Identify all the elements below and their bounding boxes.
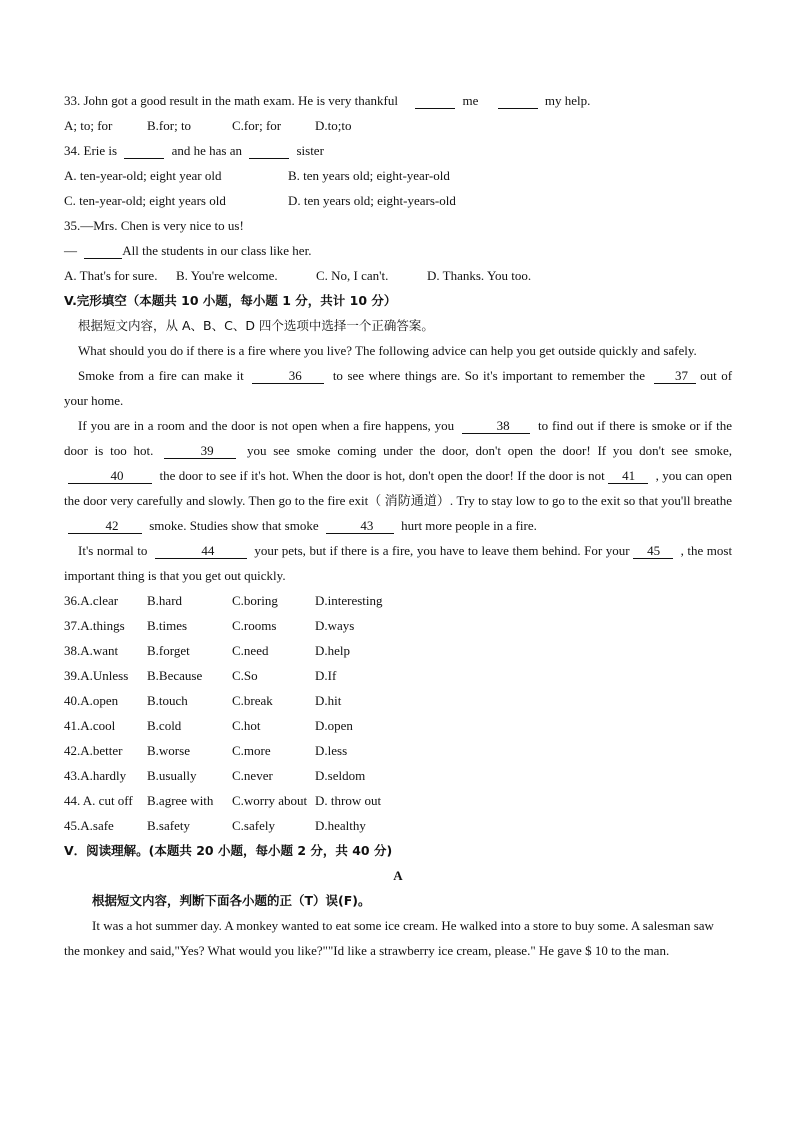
cloze-option-a: 40.A.open xyxy=(64,693,119,708)
option-c: C.for; for xyxy=(232,118,282,133)
blank xyxy=(84,244,122,259)
question-34-options xyxy=(64,163,732,213)
cloze-option-c: C.rooms xyxy=(232,618,277,633)
cloze-option-c: C.more xyxy=(232,743,271,758)
cloze-option-row xyxy=(64,738,732,763)
blank xyxy=(249,144,289,159)
option-c: C. ten-year-old; eight years old xyxy=(64,193,226,208)
option-a: A; to; for xyxy=(64,118,113,133)
cloze-option-a: 43.A.hardly xyxy=(64,768,127,783)
option-d: D.to;to xyxy=(315,118,352,133)
option-b: B. You're welcome. xyxy=(176,268,278,283)
blank-38: 38 xyxy=(462,419,530,434)
option-b: B.for; to xyxy=(147,118,192,133)
cloze-option-b: B.agree with xyxy=(147,793,214,808)
reply-text: All the students in our class like her. xyxy=(122,243,312,258)
cloze-option-b: B.usually xyxy=(147,768,197,783)
text: , the most important thing is that you get out quickly. xyxy=(64,543,733,583)
section-instruction: 根据短文内容，从 A、B、C、D 四个选项中选择一个正确答案。 xyxy=(78,318,434,333)
reading-instruction: 根据短文内容，判断下面各小题的正（T）误(F)。 xyxy=(92,893,371,908)
blank xyxy=(415,94,455,109)
text: smoke. Studies show that smoke xyxy=(149,518,319,533)
text: to find out if there is smoke or if the door is too hot. xyxy=(64,418,732,458)
cloze-option-b: B.worse xyxy=(147,743,190,758)
option-b: B. ten years old; eight-year-old xyxy=(288,168,450,183)
cloze-option-a: 41.A.cool xyxy=(64,718,116,733)
cloze-option-b: B.forget xyxy=(147,643,190,658)
blank-41: 41 xyxy=(608,469,648,484)
cloze-option-a: 42.A.better xyxy=(64,743,123,758)
cloze-option-c: C.worry about xyxy=(232,793,308,808)
cloze-option-a: 38.A.want xyxy=(64,643,119,658)
cloze-option-d: D.ways xyxy=(315,618,355,633)
cloze-option-a: 36.A.clear xyxy=(64,593,119,608)
cloze-option-b: B.Because xyxy=(147,668,203,683)
cloze-option-d: D.healthy xyxy=(315,818,366,833)
question-34-stem: 34. Erie is xyxy=(64,143,118,158)
text: hurt more people in a fire. xyxy=(401,518,537,533)
question-33-stem-mid: me xyxy=(462,93,479,108)
cloze-option-a: 37.A.things xyxy=(64,618,125,633)
question-34 xyxy=(64,138,732,163)
option-a: A. ten-year-old; eight year old xyxy=(64,168,222,183)
cloze-option-row xyxy=(64,613,732,638)
question-34-stem-mid: and he has an xyxy=(171,143,242,158)
text: to see where things are. So it's important to remember the xyxy=(332,368,645,383)
question-33-stem-end: my help. xyxy=(544,93,591,108)
text: It's normal to xyxy=(78,543,148,558)
blank-44: 44 xyxy=(155,544,247,559)
cloze-options xyxy=(64,588,732,838)
cloze-option-a: 44. A. cut off xyxy=(64,793,133,808)
section-title-cloze: V.完形填空（本题共 10 小题，每小题 1 分，共计 10 分） xyxy=(64,293,397,308)
cloze-option-d: D. throw out xyxy=(315,793,382,808)
reading-paragraph-1: It was a hot summer day. A monkey wanted to eat some ice cream. He walked into a store to buy some. A salesman saw the monkey and said,"Yes? What would you like?""Id like a strawberry ice cream, please." He gave $ 10 to the man. xyxy=(64,918,714,958)
question-33 xyxy=(64,88,732,113)
text: , you can open the door very carefully and slowly. Then go to the fire exit（ 消防通道）. Try to stay low to go to the exit so that you'll breathe xyxy=(64,468,733,508)
cloze-option-b: B.times xyxy=(147,618,188,633)
passage-paragraph-2 xyxy=(64,363,732,413)
text: you see smoke coming under the door, don't open the door! If you don't see smoke, xyxy=(246,443,733,458)
blank-42: 42 xyxy=(68,519,142,534)
cloze-option-row xyxy=(64,688,732,713)
passage-paragraph-4 xyxy=(64,538,732,588)
cloze-option-c: C.never xyxy=(232,768,273,783)
cloze-option-row xyxy=(64,813,732,838)
exam-page xyxy=(64,88,732,963)
option-c: C. No, I can't. xyxy=(316,268,389,283)
blank xyxy=(124,144,164,159)
cloze-option-d: D.interesting xyxy=(315,593,383,608)
question-33-stem: 33. John got a good result in the math exam. He is very thankful xyxy=(64,93,398,108)
cloze-option-c: C.need xyxy=(232,643,269,658)
question-35-reply xyxy=(64,238,732,263)
blank xyxy=(498,94,538,109)
cloze-option-b: B.safety xyxy=(147,818,190,833)
part-label: A xyxy=(393,868,403,883)
option-d: D. ten years old; eight-years-old xyxy=(288,193,456,208)
cloze-option-c: C.break xyxy=(232,693,273,708)
text: If you are in a room and the door is not open when a fire happens, you xyxy=(78,418,455,433)
blank-45: 45 xyxy=(633,544,673,559)
text: your pets, but if there is a fire, you have to leave them behind. For your xyxy=(254,543,630,558)
cloze-option-d: D.hit xyxy=(315,693,342,708)
cloze-option-d: D.less xyxy=(315,743,348,758)
option-a: A. That's for sure. xyxy=(64,268,158,283)
cloze-option-d: D.If xyxy=(315,668,337,683)
cloze-option-row xyxy=(64,763,732,788)
cloze-option-c: C.So xyxy=(232,668,258,683)
cloze-option-a: 45.A.safe xyxy=(64,818,114,833)
passage-paragraph-1: What should you do if there is a fire where you live? The following advice can help you get outside quickly and safely. xyxy=(78,343,697,358)
question-35-options xyxy=(64,263,732,288)
blank-37: 37 xyxy=(654,369,696,384)
cloze-option-c: C.hot xyxy=(232,718,261,733)
text: the door to see if it's hot. When the door is hot, don't open the door! If the door is not xyxy=(159,468,605,483)
cloze-option-c: C.boring xyxy=(232,593,278,608)
cloze-option-b: B.hard xyxy=(147,593,183,608)
reply-dash: — xyxy=(64,243,77,258)
cloze-option-row xyxy=(64,788,732,813)
text: out of your home. xyxy=(64,368,733,408)
cloze-option-b: B.touch xyxy=(147,693,188,708)
blank-40: 40 xyxy=(68,469,152,484)
cloze-option-b: B.cold xyxy=(147,718,182,733)
question-34-stem-end: sister xyxy=(296,143,324,158)
passage-paragraph-3 xyxy=(64,413,732,538)
text: Smoke from a fire can make it xyxy=(78,368,244,383)
option-d: D. Thanks. You too. xyxy=(427,268,532,283)
blank-36: 36 xyxy=(252,369,324,384)
cloze-option-c: C.safely xyxy=(232,818,275,833)
cloze-option-row xyxy=(64,663,732,688)
blank-43: 43 xyxy=(326,519,394,534)
cloze-option-a: 39.A.Unless xyxy=(64,668,129,683)
cloze-option-row xyxy=(64,588,732,613)
section-title-reading: V．阅读理解。(本题共 20 小题，每小题 2 分，共 40 分) xyxy=(64,843,393,858)
cloze-option-d: D.help xyxy=(315,643,351,658)
cloze-option-row xyxy=(64,638,732,663)
question-35-stem: 35.—Mrs. Chen is very nice to us! xyxy=(64,218,244,233)
cloze-option-d: D.seldom xyxy=(315,768,366,783)
question-33-options xyxy=(64,113,732,138)
cloze-option-d: D.open xyxy=(315,718,353,733)
cloze-option-row xyxy=(64,713,732,738)
blank-39: 39 xyxy=(164,444,236,459)
